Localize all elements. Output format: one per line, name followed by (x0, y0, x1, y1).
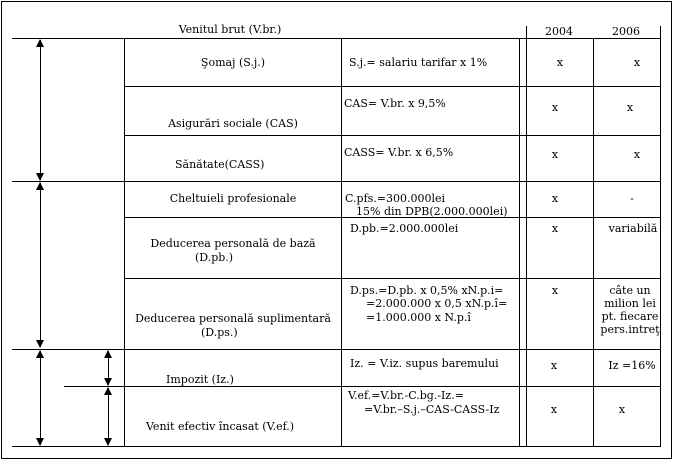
column-divider (341, 38, 342, 446)
column-divider (593, 38, 594, 446)
group-divider (12, 181, 661, 182)
row-formula: Iz. = V.iz. supus baremului (350, 357, 499, 370)
row-formula: S.j.= salariu tarifar x 1% (349, 56, 488, 69)
row-formula: D.pb.=2.000.000lei (350, 222, 459, 235)
header-year-2006: 2006 (612, 25, 640, 38)
row-formula: CASS= V.br. x 6,5% (344, 146, 454, 159)
double-arrow-icon (40, 40, 41, 180)
row-formula: C.pfs.=300.000lei (345, 192, 446, 205)
row-label: Deducerea personală suplimentară (135, 312, 331, 325)
column-divider (660, 26, 661, 446)
cell-2006: x (618, 403, 626, 416)
row-label: Deducerea personală de bază (150, 237, 316, 250)
row-label: Asigurări sociale (CAS) (168, 117, 298, 130)
row-label: Şomaj (S.j.) (200, 56, 266, 69)
row-label-abbr: (D.ps.) (201, 326, 238, 339)
row-formula: 15% din DPB(2.000.000lei) (356, 205, 508, 218)
double-arrow-icon (40, 351, 41, 445)
row-formula: =V.br.–S.j.–CAS-CASS-Iz (364, 403, 500, 416)
cell-2004: x (556, 56, 564, 69)
cell-2004: x (551, 284, 559, 297)
header-title: Venitul brut (V.br.) (178, 23, 282, 36)
header-year-2004: 2004 (545, 25, 573, 38)
row-formula: D.ps.=D.pb. x 0,5% xN.p.i= (350, 284, 504, 297)
row-divider (124, 86, 661, 87)
cell-2004: x (550, 359, 558, 372)
double-arrow-icon (108, 351, 109, 385)
cell-2004: x (551, 148, 559, 161)
row-divider (124, 135, 661, 136)
cell-2006: - (630, 192, 634, 205)
row-label: Impozit (Iz.) (166, 373, 234, 386)
cell-2004: x (551, 101, 559, 114)
cell-2006: x (626, 101, 634, 114)
double-arrow-icon (108, 388, 109, 445)
cell-2006: pt. fiecare (601, 310, 659, 323)
row-label: Cheltuieli profesionale (169, 192, 297, 205)
cell-2004: x (551, 192, 559, 205)
row-formula: =1.000.000 x N.p.î (366, 311, 471, 324)
row-label: Sănătate(CASS) (175, 158, 265, 171)
cell-2006: milion lei (604, 297, 656, 310)
cell-2006: x (633, 56, 641, 69)
row-formula: CAS= V.br. x 9,5% (344, 97, 446, 110)
cell-2006: pers.intreţ (600, 323, 660, 336)
cell-2006: x (633, 148, 641, 161)
row-label: Venit efectiv încasat (V.ef.) (146, 420, 295, 433)
column-divider (526, 26, 527, 446)
row-label-abbr: (D.pb.) (195, 251, 234, 264)
cell-2006: Iz =16% (608, 359, 656, 372)
bottom-rule (12, 446, 661, 447)
cell-2004: x (550, 403, 558, 416)
column-divider (519, 38, 520, 446)
row-formula: V.ef.=V.br.-C.bg.-Iz.= (348, 389, 464, 402)
double-arrow-icon (40, 183, 41, 347)
header-rule (12, 38, 661, 39)
cell-2006: variabilă (608, 222, 658, 235)
cell-2004: x (551, 222, 559, 235)
row-formula: =2.000.000 x 0,5 xN.p.î= (366, 297, 508, 310)
cell-2006: câte un (609, 284, 651, 297)
row-divider (64, 386, 661, 387)
row-divider (124, 278, 661, 279)
